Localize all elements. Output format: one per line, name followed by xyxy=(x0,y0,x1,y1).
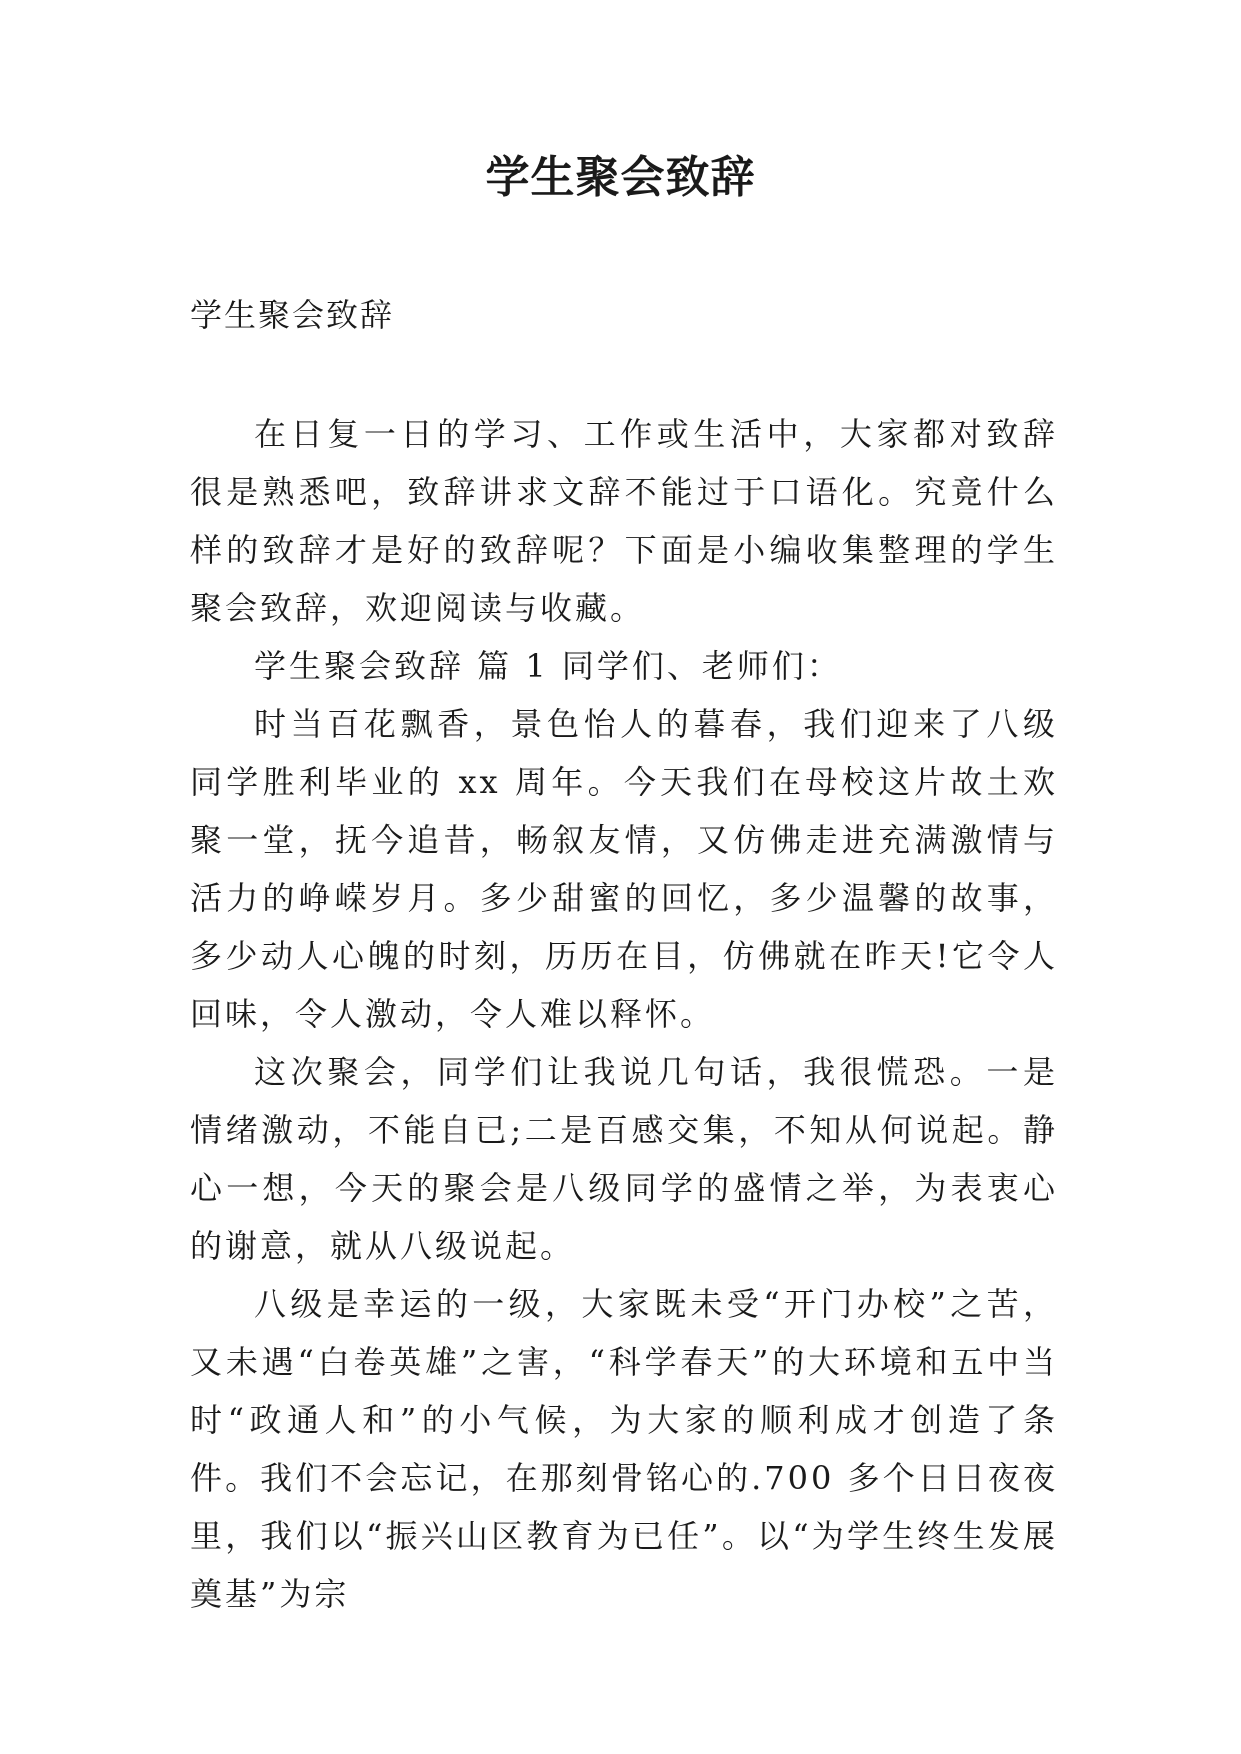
document-subtitle: 学生聚会致辞 xyxy=(190,296,395,334)
document-body xyxy=(190,405,1058,1623)
paragraph-section-heading: 学生聚会致辞 篇 1 同学们、老师们： xyxy=(254,647,842,685)
paragraph-opening: 时当百花飘香，景色怡人的暮春，我们迎来了八级同学胜利毕业的 xx 周年。今天我们在母校这片故土欢聚一堂，抚今追昔，畅叙友情，又仿佛走进充满激情与活力的峥嵘岁月。多少甜蜜的回忆，多少温馨的故事，多少动人心魄的时刻，历历在目，仿佛就在昨天!它令人回味，令人激动，令人难以释怀。 xyxy=(190,705,1058,1033)
paragraph-class-history: 八级是幸运的一级，大家既未受“开门办校”之苦，又未遇“白卷英雄”之害，“科学春天”的大环境和五中当时“政通人和”的小气候，为大家的顺利成才创造了条件。我们不会忘记，在那刻骨铭心的.700 多个日日夜夜里，我们以“振兴山区教育为已任”。以“为学生终生发展奠基”为宗 xyxy=(190,1285,1058,1613)
paragraph-gathering: 这次聚会，同学们让我说几句话，我很慌恐。一是情绪激动，不能自已;二是百感交集，不知从何说起。静心一想，今天的聚会是八级同学的盛情之举，为表衷心的谢意，就从八级说起。 xyxy=(190,1053,1058,1265)
paragraph-intro: 在日复一日的学习、工作或生活中，大家都对致辞很是熟悉吧，致辞讲求文辞不能过于口语化。究竟什么样的致辞才是好的致辞呢？下面是小编收集整理的学生聚会致辞，欢迎阅读与收藏。 xyxy=(190,415,1058,627)
document-title: 学生聚会致辞 xyxy=(485,152,756,203)
